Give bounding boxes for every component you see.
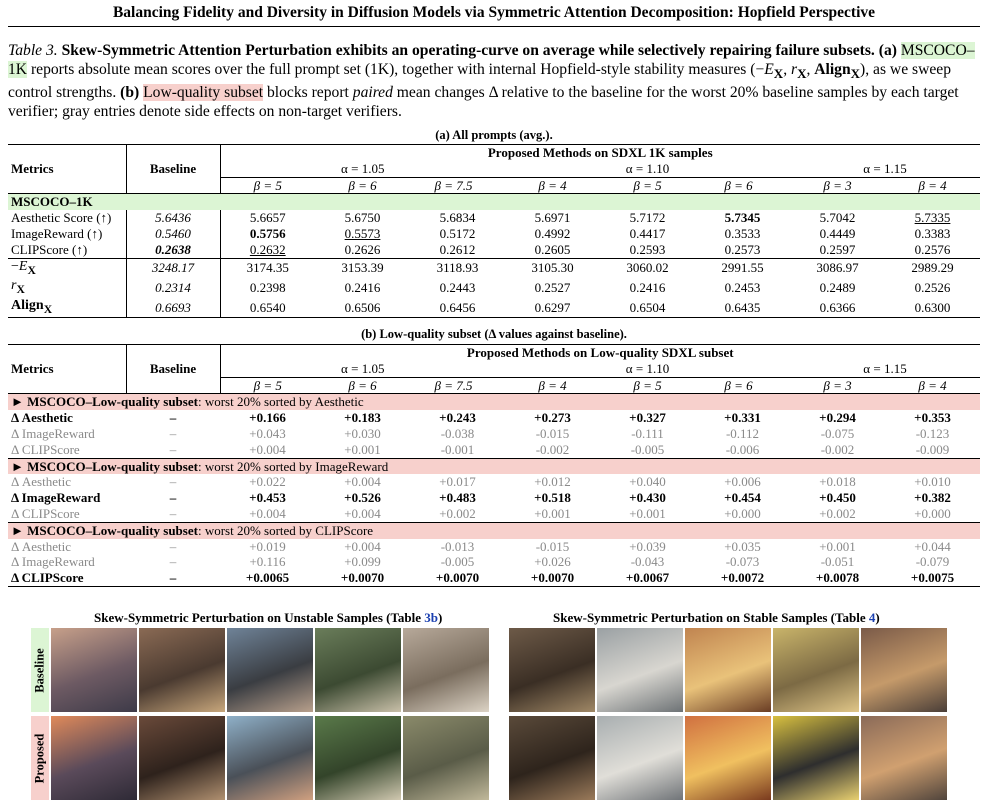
delta-value: +0.002: [819, 505, 856, 521]
cell-value: 3060.02: [600, 258, 695, 278]
cell-value: 0.3533: [724, 225, 761, 241]
beta-header-8: β = 4: [918, 377, 947, 393]
delta-value: +0.526: [344, 490, 381, 506]
cell-value: 5.7345: [724, 210, 761, 226]
caption-label: Table 3.: [8, 42, 58, 59]
caption-a-tag: (a): [878, 42, 897, 59]
donut-photo: [773, 716, 859, 800]
beta-header-2: β = 6: [348, 177, 377, 193]
delta-value: +0.099: [344, 554, 381, 570]
subset-header-text: : worst 20% sorted by CLIPScore: [197, 522, 374, 538]
cell-value: 0.2443: [439, 280, 476, 296]
delta-value: +0.518: [534, 490, 571, 506]
man-with-camera-photo: [139, 716, 225, 800]
delta-metric-label: Δ ImageReward: [11, 554, 95, 570]
delta-row: [8, 474, 980, 490]
delta-metric-label: Δ CLIPScore: [11, 505, 80, 521]
table-row: [8, 278, 980, 298]
delta-row: [8, 490, 980, 506]
delta-value: +0.001: [629, 505, 666, 521]
delta-value: +0.004: [344, 505, 381, 521]
metric-label: $-E_X$: [8, 258, 126, 278]
caption-b-paired: paired: [352, 83, 393, 101]
delta-value: +0.0067: [600, 570, 695, 586]
delta-value: +0.001: [819, 538, 856, 554]
cell-value: 0.6300: [885, 298, 980, 318]
cell-value: 0.2573: [724, 241, 761, 257]
delta-row: [8, 426, 980, 442]
delta-value: +0.166: [249, 410, 286, 426]
cell-value: 0.2526: [914, 280, 951, 296]
table-row: [8, 242, 980, 258]
cell-value: 0.4992: [534, 225, 571, 241]
hotdogs-photo: [685, 716, 771, 800]
cell-value: 5.7335: [914, 210, 951, 226]
delta-value: -0.002: [820, 441, 855, 457]
delta-value: +0.001: [344, 441, 381, 457]
cell-value: 0.2612: [439, 241, 476, 257]
scooter-street-photo: [227, 628, 313, 712]
cell-value: 0.5172: [439, 225, 476, 241]
delta-value: +0.0070: [410, 570, 505, 586]
subset-header-row: [8, 458, 980, 474]
delta-metric-label: Δ Aesthetic: [11, 538, 71, 554]
cell-value: 0.6366: [790, 298, 885, 318]
metric-label: CLIPScore (↑): [8, 242, 126, 258]
delta-value: +0.454: [724, 490, 761, 506]
cell-value: 0.2576: [914, 241, 951, 257]
beta-header-2: β = 6: [348, 377, 377, 393]
delta-value: -0.073: [725, 554, 760, 570]
caption-title: Skew-Symmetric Attention Perturbation exhibits an operating-curve on average while selectively repairing failure subsets.: [61, 42, 875, 59]
delta-baseline: –: [169, 490, 177, 506]
baseline-value: 3248.17: [126, 258, 220, 278]
delta-metric-label: Δ CLIPScore: [8, 570, 126, 586]
subset-header: [8, 458, 980, 474]
table-row: [8, 298, 980, 318]
cell-value: 5.7042: [819, 210, 856, 226]
delta-metric-label: Δ ImageReward: [11, 490, 101, 506]
harbor-sunset-photo: [51, 628, 137, 712]
table-b-baseline-header: Baseline: [126, 345, 220, 394]
cell-value: 0.2453: [724, 280, 761, 296]
subset-header-text: : worst 20% sorted by Aesthetic: [197, 394, 364, 410]
delta-value: +0.0075: [885, 570, 980, 586]
cell-value: 0.6456: [410, 298, 505, 318]
delta-value: +0.453: [249, 490, 286, 506]
cell-value: 0.4417: [629, 225, 666, 241]
delta-value: +0.010: [914, 474, 951, 490]
table-b-metrics-header: Metrics: [8, 345, 126, 394]
beta-header-7: β = 3: [823, 377, 852, 393]
table-b-alpha-1: α = 1.05: [220, 361, 505, 377]
delta-value: +0.183: [344, 410, 381, 426]
figure-left-ref-link[interactable]: 3b: [424, 610, 439, 625]
cell-value: 3174.35: [220, 258, 315, 278]
delta-value: +0.430: [629, 490, 666, 506]
figure-left-close: ): [438, 610, 443, 625]
table-row: [8, 258, 980, 278]
delta-value: -0.006: [725, 441, 760, 457]
table-b-proposed-header: Proposed Methods on Low-quality SDXL subset: [220, 345, 980, 361]
delta-value: -0.015: [535, 425, 570, 441]
delta-baseline: –: [126, 570, 220, 586]
subset-header-row: [8, 522, 980, 538]
delta-value: +0.035: [724, 538, 761, 554]
figure-right-close: ): [875, 610, 880, 625]
delta-value: -0.051: [820, 554, 855, 570]
cell-value: 5.6657: [249, 210, 286, 226]
beta-header-3: β = 7.5: [434, 377, 473, 393]
beta-header-6: β = 6: [724, 377, 753, 393]
subset-header-row: [8, 394, 980, 410]
figure-right-title: [553, 610, 880, 626]
beta-header-4: β = 4: [538, 377, 567, 393]
table-b-alpha-2: α = 1.10: [505, 361, 790, 377]
luggage-items-photo: [403, 628, 489, 712]
delta-baseline: –: [169, 538, 177, 554]
delta-value: +0.273: [534, 410, 571, 426]
delta-row: [8, 554, 980, 570]
delta-value: +0.043: [249, 425, 286, 441]
delta-value: +0.0070: [505, 570, 600, 586]
cell-value: 0.5756: [249, 225, 286, 241]
cell-value: 0.6504: [600, 298, 695, 318]
table-caption: [8, 42, 982, 121]
subset-header-bold: ► MSCOCO–Low-quality subset: [11, 394, 198, 410]
scooter-street-photo: [227, 716, 313, 800]
row-label-proposed-text: Proposed: [32, 733, 47, 783]
delta-value: +0.382: [914, 490, 951, 506]
cell-value: 2989.29: [885, 258, 980, 278]
cell-value: 0.5573: [344, 225, 381, 241]
delta-value: +0.000: [914, 505, 951, 521]
caption-a-measures: ($-E_X$, $r_X$, Align$_X$): [750, 60, 866, 81]
delta-value: -0.001: [440, 441, 475, 457]
delta-value: +0.019: [249, 538, 286, 554]
caption-a-tail: , as we sweep control strengths.: [8, 60, 951, 101]
delta-value: +0.002: [439, 505, 476, 521]
bathroom-child-photo: [597, 716, 683, 800]
hotdogs-photo: [685, 628, 771, 712]
delta-value: +0.039: [629, 538, 666, 554]
teddy-bear-photo: [509, 628, 595, 712]
delta-baseline: –: [169, 554, 177, 570]
delta-value: +0.294: [819, 410, 856, 426]
caption-a-text: reports absolute mean scores over the full prompt set (1K), together with internal Hopfield-style stability measures: [27, 60, 747, 78]
man-with-camera-photo: [139, 628, 225, 712]
table-a-title: (a) All prompts (avg.).: [435, 128, 553, 142]
delta-value: +0.483: [439, 490, 476, 506]
delta-value: +0.026: [534, 554, 571, 570]
baseball-game-photo: [315, 716, 401, 800]
delta-value: +0.353: [914, 410, 951, 426]
cell-value: 0.2626: [344, 241, 381, 257]
donut-photo: [773, 628, 859, 712]
cell-value: 0.2593: [629, 241, 666, 257]
figure-left-title: [94, 610, 442, 626]
cell-value: 5.6750: [344, 210, 381, 226]
delta-value: -0.005: [440, 554, 475, 570]
subset-header-bold: ► MSCOCO–Low-quality subset: [11, 458, 198, 474]
cell-value: 0.3383: [914, 225, 951, 241]
delta-value: +0.040: [629, 474, 666, 490]
delta-value: -0.038: [440, 425, 475, 441]
metric-label: Aesthetic Score (↑): [8, 210, 126, 226]
subset-header-bold: ► MSCOCO–Low-quality subset: [11, 522, 198, 538]
table-b-alpha-3: α = 1.15: [790, 361, 980, 377]
delta-value: +0.004: [249, 441, 286, 457]
row-label-baseline-text: Baseline: [32, 647, 47, 693]
cell-value: 0.6297: [505, 298, 600, 318]
caption-b-highlight: Low-quality subset: [143, 83, 264, 101]
cell-value: 0.4449: [819, 225, 856, 241]
beta-header-3: β = 7.5: [434, 177, 473, 193]
cell-value: 0.2527: [534, 280, 571, 296]
baseline-value: 0.6693: [126, 298, 220, 318]
cell-value: 3105.30: [505, 258, 600, 278]
cell-value: 0.6540: [220, 298, 315, 318]
beta-header-1: β = 5: [253, 177, 282, 193]
table-a-alpha-1: α = 1.05: [220, 161, 505, 177]
delta-value: +0.0070: [315, 570, 410, 586]
harbor-sunset-photo: [51, 716, 137, 800]
table-a: [8, 144, 980, 318]
teddy-bear-photo: [509, 716, 595, 800]
caption-b-text2: mean changes Δ relative to the baseline for the worst 20% baseline samples by each target verifier; gray entries denote side effects on non-target verifiers.: [8, 83, 959, 120]
cell-value: 5.6971: [534, 210, 571, 226]
subset-header: [8, 394, 980, 410]
delta-row: [8, 570, 980, 586]
beta-header-6: β = 6: [724, 177, 753, 193]
caption-b-text1: blocks report: [263, 83, 353, 101]
table-a-alpha-3: α = 1.15: [790, 161, 980, 177]
cell-value: 0.2605: [534, 241, 571, 257]
table-b-title: (b) Low-quality subset (Δ values against baseline).: [361, 327, 627, 341]
beta-header-1: β = 5: [253, 377, 282, 393]
delta-value: +0.0065: [220, 570, 315, 586]
delta-value: +0.022: [249, 474, 286, 490]
cell-value: 3118.93: [410, 258, 505, 278]
cell-value: 0.6506: [315, 298, 410, 318]
delta-value: +0.243: [439, 410, 476, 426]
table-b: [8, 344, 980, 587]
cell-value: 0.2398: [249, 280, 286, 296]
family-dinner-photo: [861, 628, 947, 712]
delta-value: +0.006: [724, 474, 761, 490]
delta-value: -0.123: [915, 425, 950, 441]
table-a-metrics-header: Metrics: [8, 145, 126, 194]
table-a-section-label: MSCOCO–1K: [8, 194, 980, 210]
delta-baseline: –: [169, 410, 177, 426]
delta-value: -0.079: [915, 554, 950, 570]
beta-header-4: β = 4: [538, 177, 567, 193]
subset-header-text: : worst 20% sorted by ImageReward: [197, 458, 389, 474]
table-row: [8, 226, 980, 242]
figure-left-title-text: Skew-Symmetric Perturbation on Unstable Samples (Table: [94, 610, 425, 625]
cell-value: 0.6435: [695, 298, 790, 318]
metric-label: ImageReward (↑): [8, 226, 126, 242]
subset-header: [8, 522, 980, 538]
table-a-baseline-header: Baseline: [126, 145, 220, 194]
delta-value: +0.012: [534, 474, 571, 490]
metric-label: $r_X$: [8, 278, 126, 298]
cell-value: 3086.97: [790, 258, 885, 278]
figure-right-title-text: Skew-Symmetric Perturbation on Stable Samples (Table: [553, 610, 869, 625]
delta-value: -0.111: [631, 425, 664, 441]
delta-value: +0.000: [724, 505, 761, 521]
caption-b-tag: (b): [120, 83, 140, 101]
delta-value: +0.327: [629, 410, 666, 426]
beta-header-7: β = 3: [823, 177, 852, 193]
cell-value: 0.2489: [819, 280, 856, 296]
cell-value: 3153.39: [315, 258, 410, 278]
row-label-proposed: [31, 716, 49, 800]
delta-value: -0.005: [630, 441, 665, 457]
delta-value: +0.044: [914, 538, 951, 554]
delta-row: [8, 506, 980, 522]
table-row: [8, 210, 980, 226]
baseline-value: 0.5460: [126, 226, 220, 242]
delta-value: -0.043: [630, 554, 665, 570]
baseline-value: 0.2314: [126, 278, 220, 298]
delta-baseline: –: [169, 441, 177, 457]
cell-value: 0.2632: [249, 241, 286, 257]
delta-value: -0.112: [725, 425, 760, 441]
delta-value: +0.004: [344, 538, 381, 554]
bathroom-child-photo: [597, 628, 683, 712]
beta-header-5: β = 5: [633, 377, 662, 393]
running-head: Balancing Fidelity and Diversity in Diffusion Models via Symmetric Attention Decomposition: Hopfield Perspective: [112, 4, 876, 21]
row-label-baseline: [31, 628, 49, 712]
cell-value: 5.6834: [439, 210, 476, 226]
delta-value: +0.116: [249, 554, 286, 570]
cell-value: 2991.55: [695, 258, 790, 278]
delta-metric-label: Δ ImageReward: [11, 425, 95, 441]
caption-a-highlight: MSCOCO–1K: [8, 42, 975, 78]
delta-value: +0.0078: [790, 570, 885, 586]
cell-value: 0.2597: [819, 241, 856, 257]
cell-value: 0.2416: [629, 280, 666, 296]
baseline-value: 0.2638: [126, 242, 220, 258]
delta-baseline: –: [169, 425, 177, 441]
delta-baseline: –: [169, 474, 177, 490]
delta-value: +0.018: [819, 474, 856, 490]
family-dinner-photo: [861, 716, 947, 800]
delta-baseline: –: [169, 505, 177, 521]
beta-header-8: β = 4: [918, 177, 947, 193]
delta-value: -0.009: [915, 441, 950, 457]
baseball-game-photo: [315, 628, 401, 712]
delta-row: [8, 442, 980, 458]
delta-value: -0.002: [535, 441, 570, 457]
table-a-alpha-2: α = 1.10: [505, 161, 790, 177]
cell-value: 0.2416: [344, 280, 381, 296]
delta-value: +0.030: [344, 425, 381, 441]
delta-value: +0.331: [724, 410, 761, 426]
delta-value: +0.004: [249, 505, 286, 521]
header-rule: [8, 26, 980, 27]
delta-metric-label: Δ Aesthetic: [11, 410, 73, 426]
delta-row: [8, 539, 980, 555]
delta-value: +0.450: [819, 490, 856, 506]
delta-value: -0.015: [535, 538, 570, 554]
delta-value: -0.075: [820, 425, 855, 441]
delta-value: -0.013: [440, 538, 475, 554]
delta-value: +0.004: [344, 474, 381, 490]
baseline-value: 5.6436: [126, 210, 220, 226]
delta-value: +0.0072: [695, 570, 790, 586]
delta-metric-label: Δ Aesthetic: [11, 474, 71, 490]
figure-right-ref-link[interactable]: 4: [868, 610, 876, 625]
delta-value: +0.001: [534, 505, 571, 521]
table-a-proposed-header: Proposed Methods on SDXL 1K samples: [220, 145, 980, 161]
delta-row: [8, 410, 980, 426]
luggage-items-photo: [403, 716, 489, 800]
beta-header-5: β = 5: [633, 177, 662, 193]
cell-value: 5.7172: [629, 210, 666, 226]
delta-value: +0.017: [439, 474, 476, 490]
delta-metric-label: Δ CLIPScore: [11, 441, 80, 457]
metric-label: Align$_X$: [8, 298, 126, 318]
